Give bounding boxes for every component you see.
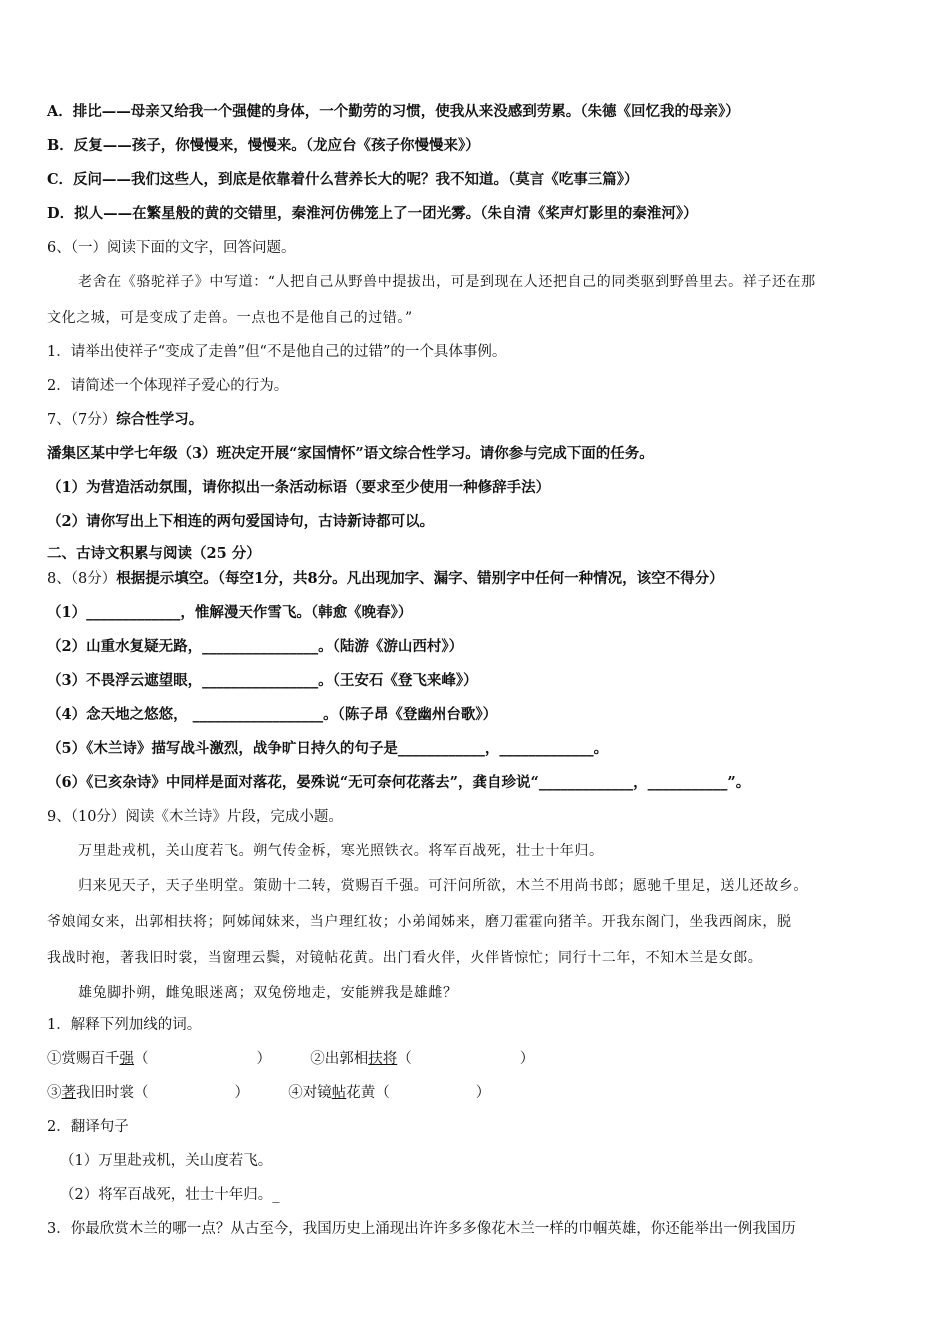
q6-heading: 6、（一）阅读下面的文字，回答问题。 — [47, 240, 296, 256]
paren-close: ） — [519, 1051, 535, 1067]
q5-option-c — [47, 170, 639, 190]
q7-task-2: （2）请你写出上下相连的两句爱国诗句，古诗新诗都可以。 — [47, 513, 435, 530]
word-prefix: ②出郭相 — [310, 1051, 369, 1067]
underlined-word: 帖 — [331, 1085, 347, 1101]
q8-item-6: （6）《已亥杂诗》中同样是面对落花，晏殊说“无可奈何花落去”，龚自珍说“_____________，___________”。 — [47, 774, 751, 791]
option-label: C． — [47, 171, 74, 188]
q6-question-2: 2．请简述一个体现祥子爱心的行为。 — [47, 378, 289, 394]
underlined-word: 著 — [61, 1085, 76, 1101]
question-title: 综合性学习。 — [116, 411, 204, 428]
paren-open: （ — [134, 1051, 149, 1067]
option-text: 排比——母亲又给我一个强健的身体，一个勤劳的习惯，使我从来没感到劳累。（朱德《回忆我的母亲》） — [72, 103, 740, 120]
q6-question-1: 1．请举出使祥子“变成了走兽”但“不是他自己的过错”的一个具体事例。 — [47, 344, 507, 360]
q6-passage-line-2: 文化之城，可是变成了走兽。一点也不是他自己的过错。” — [47, 310, 413, 326]
option-text: 拟人——在繁星般的黄的交错里，秦淮河仿佛笼上了一团光雾。（朱自清《桨声灯影里的秦淮河》） — [74, 205, 698, 222]
underlined-word: 强 — [119, 1051, 134, 1067]
option-label: D． — [47, 205, 75, 222]
word-prefix: ④对镜 — [288, 1085, 332, 1101]
paren-close: ） — [475, 1085, 491, 1101]
section-2-title: 二、古诗文积累与阅读（25 分） — [47, 545, 261, 562]
option-label: B． — [47, 137, 74, 154]
question-number: 7、（7分） — [47, 412, 117, 428]
q7-heading — [47, 410, 203, 430]
q9-passage-2-line-3: 我战时袍，著我旧时裳，当窗理云鬓，对镜帖花黄。出门看火伴，火伴皆惊忙；同行十二年，不知木兰是女郎。 — [47, 950, 763, 966]
paren-open: （ — [397, 1051, 412, 1067]
q9-subquestion-1: 1．解释下列加线的词。 — [47, 1017, 202, 1033]
option-label: A． — [47, 103, 73, 120]
q9-subquestion-2: 2．翻译句子 — [47, 1119, 129, 1135]
q9-passage-2-line-1: 归来见天子，天子坐明堂。策勋十二转，赏赐百千强。可汗问所欲，木兰不用尚书郎；愿驰千里足，送儿还故乡。 — [78, 878, 808, 894]
q5-option-b — [47, 136, 480, 156]
q8-item-5: （5）《木兰诗》描写战斗激烈，战争旷日持久的句子是____________，_____________。 — [47, 740, 609, 757]
option-text: 反问——我们这些人，到底是依靠着什么营养长大的呢？我不知道。（莫言《吃事三篇》） — [73, 171, 639, 188]
q7-intro: 潘集区某中学七年级（3）班决定开展“家国情怀”语文综合性学习。请你参与完成下面的任务。 — [47, 445, 654, 462]
q7-task-1: （1）为营造活动氛围，请你拟出一条活动标语（要求至少使用一种修辞手法） — [47, 479, 551, 496]
q8-item-4: （4）念天地之悠悠， __________________。（陈子昂《登幽州台歌》） — [47, 706, 498, 723]
q9-heading: 9、（10分）阅读《木兰诗》片段，完成小题。 — [47, 809, 343, 825]
underlined-word: 扶将 — [368, 1051, 398, 1067]
option-text: 反复——孩子，你慢慢来，慢慢来。（龙应台《孩子你慢慢来》） — [73, 137, 480, 154]
q8-item-3: （3）不畏浮云遮望眼，________________。（王安石《登飞来峰》） — [47, 672, 478, 689]
question-number: 8、（8分） — [47, 571, 117, 587]
word-suffix: 花黄（ — [346, 1085, 390, 1101]
q5-option-a — [47, 102, 740, 122]
q9-passage-1: 万里赴戎机，关山度若飞。朔气传金柝，寒光照铁衣。将军百战死，壮士十年归。 — [78, 843, 604, 859]
q6-passage-line-1: 老舍在《骆驼祥子》中写道：“人把自己从野兽中提拔出，可是到现在人还把自己的同类驱到野兽里去。祥子还在那 — [78, 274, 816, 290]
q9-passage-3: 雄兔脚扑朔，雌兔眼迷离；双兔傍地走，安能辨我是雄雌？ — [78, 985, 458, 1001]
word-prefix: ①赏赐百千 — [47, 1051, 120, 1067]
q9-passage-2-line-2: 爷娘闻女来，出郭相扶将；阿姊闻妹来，当户理红妆；小弟闻姊来，磨刀霍霍向猪羊。开我东阁门，坐我西阁床，脱 — [47, 914, 792, 930]
q9-words-row-1 — [47, 1049, 534, 1069]
q8-item-1: （1）_____________，惟解漫天作雪飞。（韩愈《晚春》） — [47, 604, 413, 621]
q9-words-row-2 — [47, 1083, 490, 1103]
paren-close: ） — [256, 1051, 271, 1067]
q9-translate-2: （2）将军百战死，壮士十年归。_ — [60, 1187, 280, 1203]
paren-close: ） — [234, 1085, 249, 1101]
q5-option-d — [47, 204, 698, 224]
q8-item-2: （2）山重水复疑无路，________________。（陆游《游山西村》） — [47, 638, 464, 655]
q9-subquestion-3: 3．你最欣赏木兰的哪一点？从古至今，我国历史上涌现出许许多多像花木兰一样的巾帼英雄，你还能举出一例我国历 — [47, 1221, 796, 1237]
word-suffix: 我旧时裳（ — [76, 1085, 149, 1101]
q8-heading — [47, 569, 724, 589]
question-title: 根据提示填空。（每空1分，共8分。凡出现加字、漏字、错别字中任何一种情况，该空不得分） — [116, 570, 724, 587]
q9-translate-1: （1）万里赴戎机，关山度若飞。 — [60, 1153, 273, 1169]
word-prefix: ③ — [47, 1085, 62, 1101]
